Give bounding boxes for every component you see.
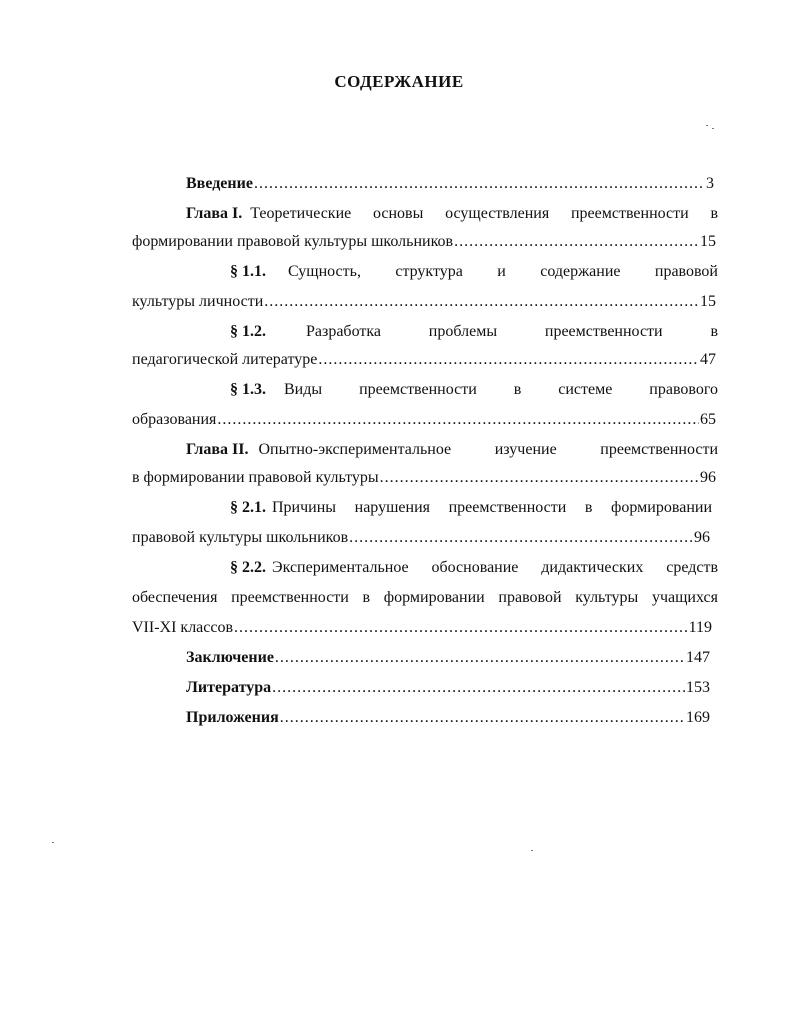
toc-text: педагогической литературе (132, 351, 318, 368)
toc-entry-section-1-1-line2 (132, 292, 716, 312)
scan-speck (531, 850, 533, 851)
toc-entry-literature (186, 678, 710, 698)
toc-page-number: 153 (686, 679, 710, 696)
toc-text: образования (132, 411, 217, 428)
toc-page-number: 96 (694, 529, 710, 546)
dot-leader (254, 174, 705, 194)
scan-speck (52, 842, 54, 843)
section-number: § 2.1. (230, 499, 266, 516)
toc-text: VII-XI классов (132, 619, 234, 636)
dot-leader (264, 292, 699, 312)
section-number: § 1.3. (230, 381, 266, 398)
dot-leader (380, 468, 699, 488)
toc-entry-section-2-2-line3 (132, 618, 712, 638)
toc-entry-section-2-2-line1 (230, 558, 718, 578)
toc-text: формировании правовой культуры школьников (132, 233, 454, 250)
dot-leader (349, 528, 693, 548)
toc-entry-chapter-2-line1 (186, 440, 718, 460)
toc-text: Опытно-экспериментальное изучение преемственности (258, 441, 718, 458)
toc-page-number: 65 (700, 411, 716, 428)
toc-entry-section-2-1-line1 (230, 498, 712, 518)
toc-page-number: 169 (686, 709, 710, 726)
dot-leader (272, 678, 685, 698)
toc-page-number: 96 (700, 469, 716, 486)
toc-entry-section-1-2-line2 (132, 350, 716, 370)
toc-page-number: 47 (700, 351, 716, 368)
toc-text: Причины нарушения преемственности в формировании (272, 499, 712, 516)
toc-entry-section-1-2-line1 (230, 322, 718, 342)
toc-entry-appendices (186, 708, 710, 728)
scan-speck (712, 128, 714, 129)
toc-page-number: 15 (700, 293, 716, 310)
dot-leader (234, 618, 688, 638)
toc-entry-chapter-1-line2 (132, 232, 716, 252)
chapter-prefix: Глава I. (186, 205, 243, 222)
toc-entry-section-2-2-line2: обеспечения преемственности в формировании правовой культуры учащихся (132, 589, 718, 606)
toc-label: Заключение (186, 649, 274, 666)
toc-entry-intro (186, 174, 714, 194)
section-number: § 2.2. (230, 559, 266, 576)
dot-leader (280, 708, 685, 728)
scan-speck (706, 125, 708, 126)
section-number: § 1.2. (230, 323, 266, 340)
chapter-prefix: Глава II. (186, 441, 249, 458)
toc-page-number: 119 (688, 619, 712, 636)
toc-page-number: 3 (706, 175, 714, 192)
page-title: СОДЕРЖАНИЕ (334, 72, 464, 91)
dot-leader (454, 232, 699, 252)
toc-label: Приложения (186, 709, 279, 726)
toc-text: культуры личности (132, 293, 264, 310)
dot-leader (217, 410, 699, 430)
toc-entry-chapter-1-line1 (186, 204, 718, 224)
toc-text: Сущность, структура и содержание правовой (288, 263, 718, 280)
toc-text: Теоретические основы осуществления преемственности в (250, 205, 718, 222)
toc-text: в формировании правовой культуры (132, 469, 379, 486)
toc-text: Экспериментальное обоснование дидактических средств (272, 559, 718, 576)
toc-entry-chapter-2-line2 (132, 468, 716, 488)
toc-page-number: 147 (686, 649, 710, 666)
toc-page-number: 15 (700, 233, 716, 250)
toc-entry-section-1-3-line1 (230, 380, 718, 400)
toc-entry-section-1-3-line2 (132, 410, 716, 430)
dot-leader (275, 648, 685, 668)
toc-label: Литература (186, 679, 272, 696)
toc-entry-section-1-1-line1 (230, 262, 718, 282)
toc-text: правовой культуры школьников (132, 529, 349, 546)
toc-entry-conclusion (186, 648, 710, 668)
toc-entry-section-2-1-line2 (132, 528, 710, 548)
toc-text: Разработка проблемы преемственности в (306, 323, 718, 340)
toc-text: Виды преемственности в системе правового (284, 381, 718, 398)
dot-leader (318, 350, 699, 370)
toc-label: Введение (186, 175, 253, 192)
section-number: § 1.1. (230, 263, 266, 280)
